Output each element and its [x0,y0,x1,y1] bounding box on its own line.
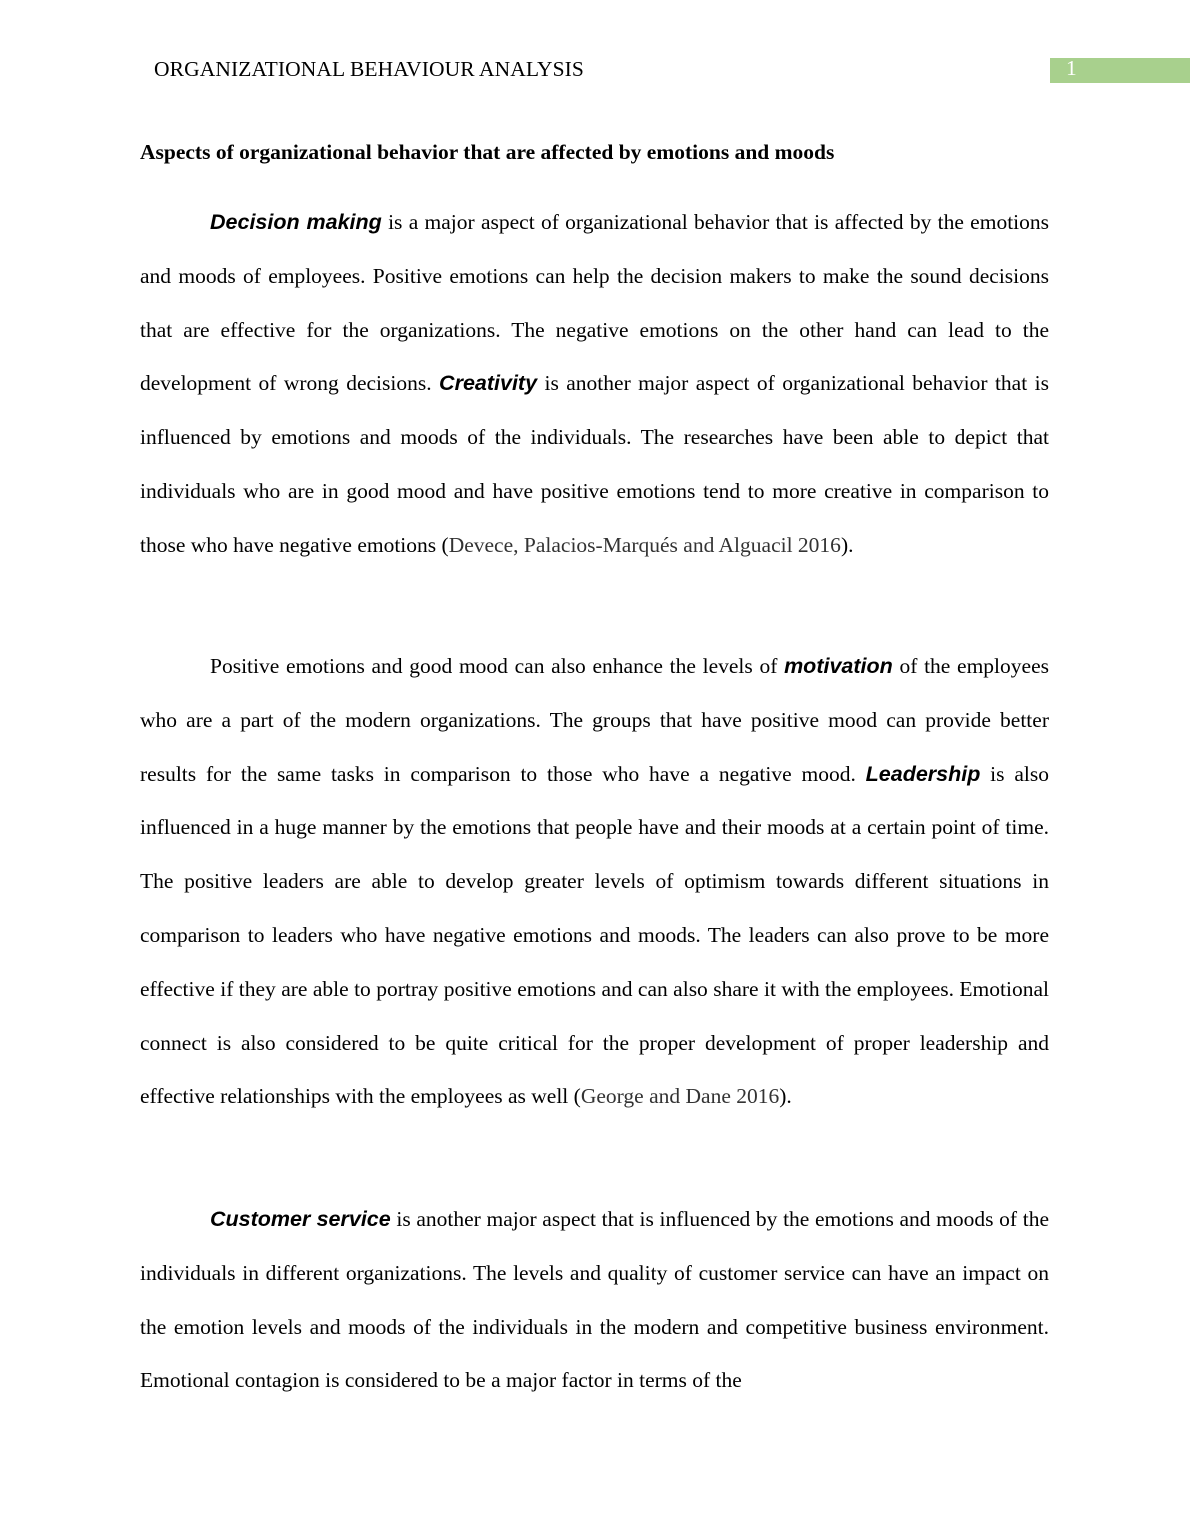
key-term-creativity: Creativity [439,371,538,396]
section-heading: Aspects of organizational behavior that are affected by emotions and moods [140,140,835,164]
running-header-title: ORGANIZATIONAL BEHAVIOUR ANALYSIS [154,57,584,81]
key-term-decision-making: Decision making [210,210,382,234]
citation: George and Dane 2016 [580,1084,780,1109]
key-term-customer-service: Customer service [210,1207,391,1231]
citation: Devece, Palacios-Marqués and Alguacil 2016 [448,532,841,557]
paragraph-text: ). [779,1084,792,1109]
paragraph-text: ). [840,532,854,557]
paragraph-text: is also influenced in a huge manner by the emotions that people have and their moods at a certain point of time. The positive leaders are able to develop greater levels of optimism towards different situations in comparison to leaders who have negative emotions and moods. The leaders can also prove to be more effective if they are able to portray positive emotions and can also share it with the employees. Emotional connect is also considered to be quite critical for the proper development of proper leadership and effective relationships with the employees as well ( [140,761,1049,1109]
paragraph-decision-making [140,196,1049,573]
paragraph-motivation-leadership [140,640,1049,1124]
paragraph-text: of the employees who are a part of the modern organizations. The groups that have positive mood can provide better results for the same tasks in comparison to those who have a negative mood. [140,654,1049,786]
paragraph-text: is another major aspect of organizational behavior that is influenced by emotions and moods of the individuals. The researches have been able to depict that individuals who are in good mood and have positive emotions tend to more creative in comparison to those who have negative emotions ( [140,371,1049,557]
page-number-badge [1050,58,1190,83]
key-term-motivation: motivation [784,654,893,678]
paragraph-text: Positive emotions and good mood can also enhance the levels of [210,654,785,678]
key-term-leadership: Leadership [865,761,981,786]
paragraph-text: is a major aspect of organizational behavior that is affected by the emotions and moods of employees. Positive emotions can help the decision makers to make the sound decisions that are effective for the organizations. The negative emotions on the other hand can lead to the development of wrong decisions. [140,210,1050,396]
page-number: 1 [1066,56,1077,80]
paragraph-text: is another major aspect that is influenced by the emotions and moods of the individuals in different organizations. The levels and quality of customer service can have an impact on the emotion levels and moods of the individuals in the modern and competitive business environment. Emotional contagion is considered to be a major factor in terms of the [140,1207,1049,1393]
paragraph-customer-service [140,1193,1049,1408]
